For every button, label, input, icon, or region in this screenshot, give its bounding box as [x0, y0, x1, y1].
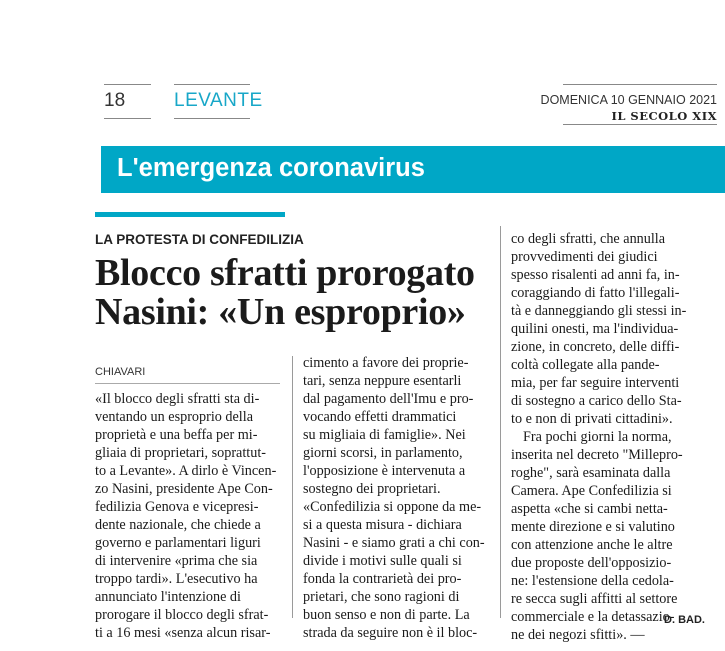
page-number-rule — [104, 84, 151, 85]
article-line: troppo tardi». L'esecutivo ha — [95, 571, 258, 587]
section-rule-bottom — [174, 118, 250, 119]
article-line: re secca sugli affitti al settore — [511, 591, 678, 607]
article-line: con attenzione anche le altre — [511, 537, 673, 553]
article-line: coraggiando di fatto l'illegali- — [511, 285, 680, 301]
article-line: proprietà e una beffa per mi- — [95, 427, 258, 443]
article-line: zo Nasini, presidente Ape Con- — [95, 481, 273, 497]
page-number-rule-bottom — [104, 118, 151, 119]
article-line: to a Levante». A dirlo è Vincen- — [95, 463, 277, 479]
article-line: quilini onesti, ma l'individua- — [511, 321, 679, 337]
article-line: coltà collegate alla pande- — [511, 357, 660, 373]
author-signature: D. BAD. — [664, 614, 705, 626]
dateline-location: CHIAVARI — [95, 366, 146, 378]
article-line: l'opposizione è intervenuta a — [303, 463, 466, 479]
section-rule — [174, 84, 250, 85]
article-line: divide i motivi sulle quali si — [303, 553, 462, 569]
article-line: dente nazionale, che chiede a — [95, 517, 261, 533]
article-line: fedilizia Genova e vicepresi- — [95, 499, 259, 515]
article-line: mente direzione e si valutino — [511, 519, 675, 535]
article-line: governo e parlamentari liguri — [95, 535, 261, 551]
article-line: ventando un esproprio della — [95, 409, 253, 425]
article-line: di intervenire «prima che sia — [95, 553, 258, 569]
article-line: sostegno dei proprietari. — [303, 481, 441, 497]
article-line: «Confedilizia si oppone da me- — [303, 499, 482, 515]
article-line: fonda la contrarietà dei pro- — [303, 571, 462, 587]
article-line: tari, senza neppure esentarli — [303, 373, 462, 389]
article-line: commerciale e la detassazio- — [511, 609, 675, 625]
headline-line: Nasini: «Un esproprio» — [95, 291, 466, 333]
article-line: si a questa misura - dichiara — [303, 517, 462, 533]
article-line: Camera. Ape Confedilizia si — [511, 483, 672, 499]
article-line: inserita nel decreto "Millepro- — [511, 447, 683, 463]
accent-bar — [95, 212, 285, 217]
article-line: vocando effetti drammatici — [303, 409, 457, 425]
article-line: due proposte dell'opposizio- — [511, 555, 672, 571]
section-title: LEVANTE — [174, 90, 263, 111]
topic-banner-title: L'emergenza coronavirus — [117, 154, 425, 182]
headline-line: Blocco sfratti prorogato — [95, 252, 475, 294]
date-rule — [563, 84, 717, 85]
article-line: spesso risalenti ad anni fa, in- — [511, 267, 680, 283]
article-line: dal pagamento dell'Imu e pro- — [303, 391, 474, 407]
article-line: Nasini - e siamo grati a chi con- — [303, 535, 485, 551]
article-line: di sostegno a carico dello Sta- — [511, 393, 682, 409]
article-line: zione, in concreto, delle diffi- — [511, 339, 680, 355]
article-line: roghe", sarà esaminata dalla — [511, 465, 671, 481]
article-line: aspetta «che si cambi netta- — [511, 501, 668, 517]
page-number: 18 — [104, 90, 126, 111]
article-line: giorni scorsi, in parlamento, — [303, 445, 463, 461]
article-line: cimento a favore dei proprie- — [303, 355, 469, 371]
article-line: tà e danneggiando gli stessi in- — [511, 303, 687, 319]
article-line: annunciato l'intenzione di — [95, 589, 241, 605]
article-line: su migliaia di famiglie». Nei — [303, 427, 466, 443]
column-rule — [500, 226, 501, 618]
article-line: ti a 16 mesi «senza alcun risar- — [95, 625, 271, 641]
article-line: strada da seguire non è il bloc- — [303, 625, 478, 641]
article-line: co degli sfratti, che annulla — [511, 231, 666, 247]
article-line: prietari, che sono ragioni di — [303, 589, 460, 605]
article-line: «Il blocco degli sfratti sta di- — [95, 391, 260, 407]
article-line: prorogare il blocco degli sfrat- — [95, 607, 269, 623]
article-line: ne: l'estensione della cedola- — [511, 573, 674, 589]
article-column-2 — [303, 354, 491, 642]
article-kicker: LA PROTESTA DI CONFEDILIZIA — [95, 232, 304, 247]
dateline-rule — [95, 383, 280, 384]
article-column-3 — [511, 230, 709, 644]
article-line: ne dei negozi sfitti». — — [511, 627, 645, 643]
article-line: gliaia di proprietari, soprattut- — [95, 445, 266, 461]
date-rule-bottom — [563, 124, 717, 125]
article-line: Fra pochi giorni la norma, — [523, 429, 672, 445]
article-headline — [95, 254, 475, 332]
article-line: provvedimenti dei giudici — [511, 249, 658, 265]
publication-date: DOMENICA 10 GENNAIO 2021 — [540, 93, 717, 107]
article-line: to e non di privati cittadini». — [511, 411, 673, 427]
article-column-1 — [95, 390, 283, 642]
article-line: buon senso e non di parte. La — [303, 607, 470, 623]
column-rule — [292, 356, 293, 618]
newspaper-name: IL SECOLO XIX — [611, 109, 717, 123]
article-line: mia, per far seguire interventi — [511, 375, 680, 391]
